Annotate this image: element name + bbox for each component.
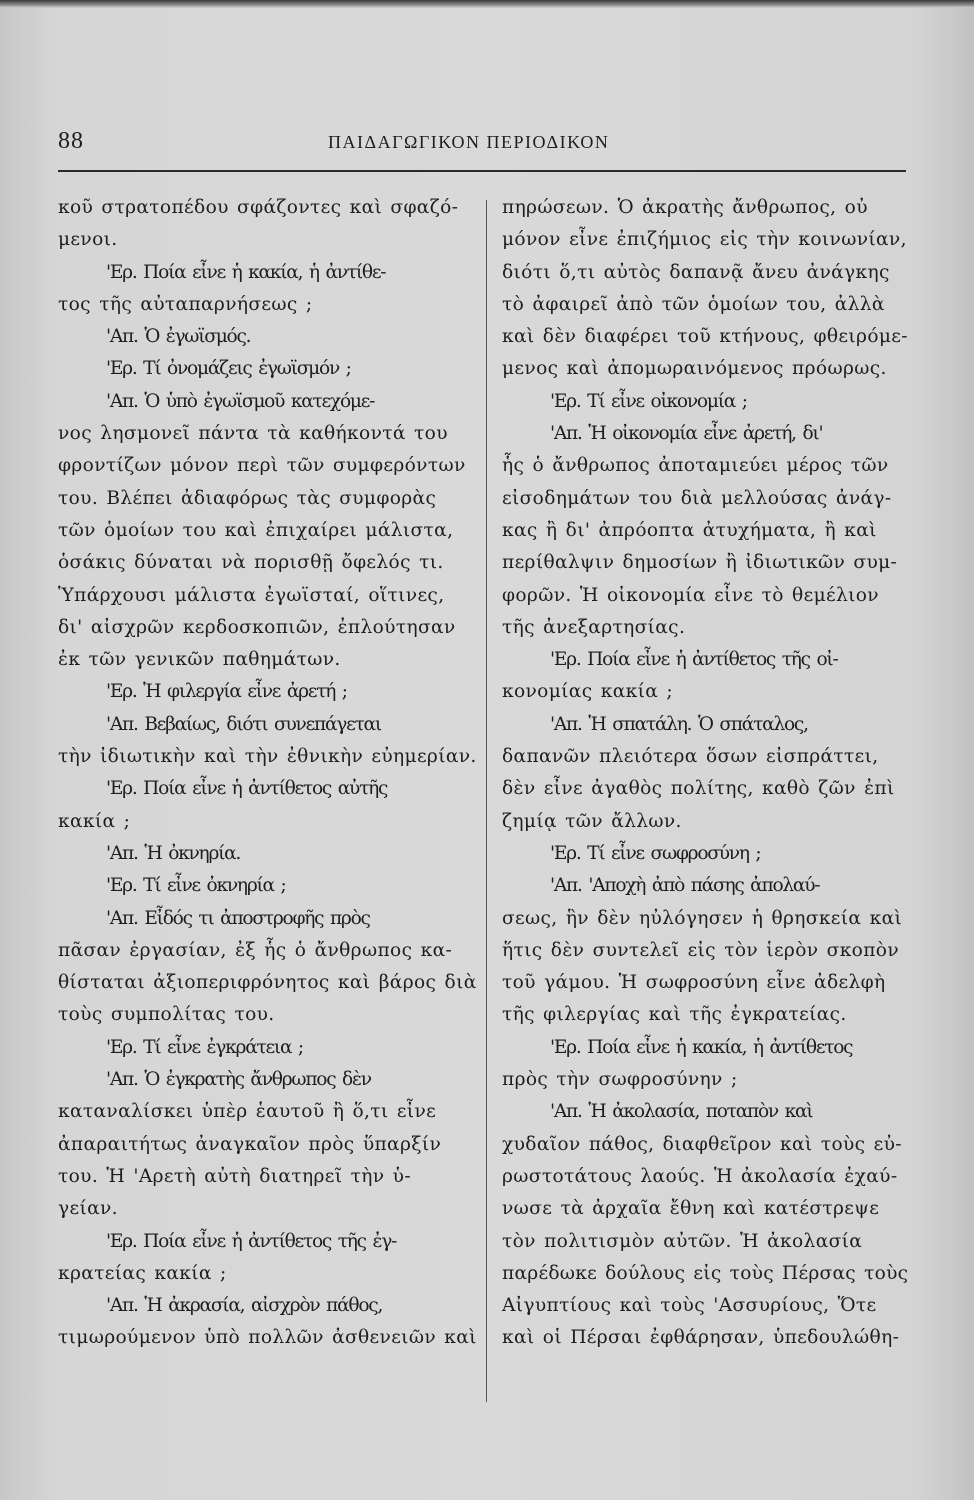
text-line: Ὑπάρχουσι μάλιστα ἐγωϊσταί, οἵτινες, (58, 584, 445, 606)
text-line: φορῶν. Ἡ οἰκονομία εἶνε τὸ θεμέλιον (502, 584, 879, 606)
text-line: 'Ερ. Τί εἶνε ὀκνηρία ; (106, 875, 286, 897)
text-line: τὸ ἀφαιρεῖ ἀπὸ τῶν ὁμοίων του, ἀλλὰ (502, 293, 885, 315)
right-column (502, 192, 910, 1355)
text-line: καὶ δὲν διαφέρει τοῦ κτήνους, φθειρόμε- (502, 326, 908, 348)
text-line: μενος καὶ ἀπομωραινόμενος πρόωρως. (502, 358, 887, 380)
text-line: γείαν. (58, 1198, 118, 1220)
text-line: 'Απ. Ὁ ὑπὸ ἐγωϊσμοῦ κατεχόμε- (106, 390, 375, 412)
text-line: κρατείας κακία ; (58, 1262, 227, 1284)
text-line: καταναλίσκει ὑπὲρ ἑαυτοῦ ἢ ὅ,τι εἶνε (58, 1101, 437, 1123)
text-line: 'Απ. Ἡ ἀκολασία, ποταπὸν καὶ (550, 1101, 813, 1123)
text-line: διότι ὅ,τι αὐτὸς δαπανᾷ ἄνευ ἀνάγκης (502, 261, 890, 283)
text-line: 'Απ. Ἡ ὀκνηρία. (106, 842, 241, 864)
text-line: ἐκ τῶν γενικῶν παθημάτων. (58, 649, 341, 671)
text-line: κοῦ στρατοπέδου σφάζοντες καὶ σφαζό- (58, 197, 459, 218)
text-line: 'Ερ. Τί εἶνε σωφροσύνη ; (550, 842, 761, 864)
text-line: ζημίᾳ τῶν ἄλλων. (502, 810, 682, 832)
text-line: καὶ οἱ Πέρσαι ἐφθάρησαν, ὑπεδουλώθη- (502, 1327, 900, 1349)
text-line: φροντίζων μόνον περὶ τῶν συμφερόντων (58, 455, 466, 477)
running-title: ΠΑΙΔΑΓΩΓΙΚΟΝ ΠΕΡΙΟΔΙΚΟΝ (328, 132, 610, 152)
text-line: τιμωρούμενον ὑπὸ πολλῶν ἀσθενειῶν καὶ (58, 1327, 477, 1349)
text-line: πηρώσεων. Ὁ ἀκρατὴς ἄνθρωπος, οὐ (502, 197, 868, 218)
text-line: δαπανῶν πλειότερα ὅσων εἰσπράττει, (502, 746, 879, 768)
text-line: δὲν εἶνε ἀγαθὸς πολίτης, καθὸ ζῶν ἐπὶ (502, 778, 895, 800)
page-header (58, 128, 904, 162)
text-line: 'Ερ. Τί ὀνομάζεις ἐγωϊσμόν ; (106, 358, 351, 380)
text-line: χυδαῖον πάθος, διαφθεῖρον καὶ τοὺς εὐ- (502, 1133, 902, 1155)
text-line: 'Απ. Ἡ σπατάλη. Ὁ σπάταλος, (550, 713, 808, 735)
text-line: 'Ερ. Τί εἶνε ἐγκράτεια ; (106, 1036, 303, 1058)
text-line: τὴν ἰδιωτικὴν καὶ τὴν ἐθνικὴν εὐημερίαν. (58, 746, 477, 768)
text-line: κας ἢ δι' ἀπρόοπτα ἀτυχήματα, ἢ καὶ (502, 519, 877, 541)
text-line: μενοι. (58, 229, 118, 251)
text-line: τοῦ γάμου. Ἡ σωφροσύνη εἶνε ἀδελφὴ (502, 972, 886, 994)
text-line: ἧς ὁ ἄνθρωπος ἀποταμιεύει μέρος τῶν (502, 455, 889, 477)
text-line: 'Ερ. Ποία εἶνε ἡ ἀντίθετος τῆς οἰ- (550, 649, 838, 671)
page-top-edge (0, 0, 974, 8)
text-line: 'Απ. Ὁ ἐγκρατὴς ἄνθρωπος δὲν (106, 1069, 371, 1091)
text-line: μόνον εἶνε ἐπιζήμιος εἰς τὴν κοινωνίαν, (502, 229, 907, 251)
text-line: τῶν ὁμοίων του καὶ ἐπιχαίρει μάλιστα, (58, 519, 454, 541)
text-line: πᾶσαν ἐργασίαν, ἐξ ἧς ὁ ἄνθρωπος κα- (58, 939, 453, 961)
text-line: 'Απ. Ἡ ἀκρασία, αἰσχρὸν πάθος, (106, 1295, 383, 1317)
text-line: ὁσάκις δύναται νὰ πορισθῇ ὄφελός τι. (58, 552, 444, 574)
text-line: τος τῆς αὐταπαρνήσεως ; (58, 293, 313, 315)
text-line: σεως, ἣν δὲν ηὐλόγησεν ἡ θρησκεία καὶ (502, 907, 903, 929)
text-line: ρωστοτάτους λαούς. Ἡ ἀκολασία ἐχαύ- (502, 1165, 898, 1187)
text-line: παρέδωκε δούλους εἰς τοὺς Πέρσας τοὺς (502, 1262, 909, 1284)
text-line: τῆς φιλεργίας καὶ τῆς ἐγκρατείας. (502, 1004, 847, 1026)
text-line: ἀπαραιτήτως ἀναγκαῖον πρὸς ὕπαρξίν (58, 1133, 442, 1155)
text-line: 'Ερ. Ἡ φιλεργία εἶνε ἀρετή ; (106, 681, 347, 703)
text-line: Αἰγυπτίους καὶ τοὺς 'Ασσυρίους, Ὅτε (502, 1295, 877, 1317)
text-line: κακία ; (58, 810, 131, 832)
text-line: 'Ερ. Ποία εἶνε ἡ ἀντίθετος αὐτῆς (106, 778, 388, 800)
text-line: πρὸς τὴν σωφροσύνην ; (502, 1069, 738, 1091)
text-line: ἥτις δὲν συντελεῖ εἰς τὸν ἱερὸν σκοπὸν (502, 939, 899, 961)
text-line: δι' αἰσχρῶν κερδοσκοπιῶν, ἐπλούτησαν (58, 616, 456, 638)
text-line: 'Ερ. Τί εἶνε οἰκονομία ; (550, 390, 747, 412)
page-number: 88 (58, 128, 84, 154)
text-line: 'Ερ. Ποία εἶνε ἡ κακία, ἡ ἀντίθετος (550, 1036, 853, 1058)
column-divider (486, 200, 487, 1402)
text-line: του. Ἡ 'Αρετὴ αὐτὴ διατηρεῖ τὴν ὑ- (58, 1165, 411, 1187)
text-line: 'Απ. Βεβαίως, διότι συνεπάγεται (106, 713, 381, 735)
text-line: τὸν πολιτισμὸν αὐτῶν. Ἡ ἀκολασία (502, 1230, 863, 1252)
text-line: του. Βλέπει ἀδιαφόρως τὰς συμφορὰς (58, 487, 437, 509)
text-line: περίθαλψιν δημοσίων ἢ ἰδιωτικῶν συμ- (502, 552, 898, 574)
text-line: εἰσοδημάτων του διὰ μελλούσας ἀνάγ- (502, 487, 892, 509)
text-line: κονομίας κακία ; (502, 681, 673, 703)
left-column (58, 192, 478, 1355)
header-rule (58, 170, 906, 172)
text-line: τῆς ἀνεξαρτησίας. (502, 616, 686, 638)
text-line: τοὺς συμπολίτας του. (58, 1004, 275, 1026)
text-line: 'Απ. 'Αποχὴ ἀπὸ πάσης ἀπολαύ- (550, 875, 820, 897)
text-line: νωσε τὰ ἀρχαῖα ἔθνη καὶ κατέστρεψε (502, 1198, 880, 1220)
text-line: 'Απ. Ἡ οἰκονομία εἶνε ἀρετή, δι' (550, 423, 823, 445)
text-line: 'Ερ. Ποία εἶνε ἡ κακία, ἡ ἀντίθε- (106, 261, 386, 283)
text-line: 'Απ. Εἶδός τι ἀποστροφῆς πρὸς (106, 907, 370, 929)
text-line: 'Απ. Ὁ ἐγωϊσμός. (106, 326, 251, 348)
text-line: νος λησμονεῖ πάντα τὰ καθήκοντά του (58, 423, 448, 445)
text-line: 'Ερ. Ποία εἶνε ἡ ἀντίθετος τῆς ἐγ- (106, 1230, 397, 1252)
text-line: θίσταται ἀξιοπεριφρόνητος καὶ βάρος διὰ (58, 972, 477, 994)
